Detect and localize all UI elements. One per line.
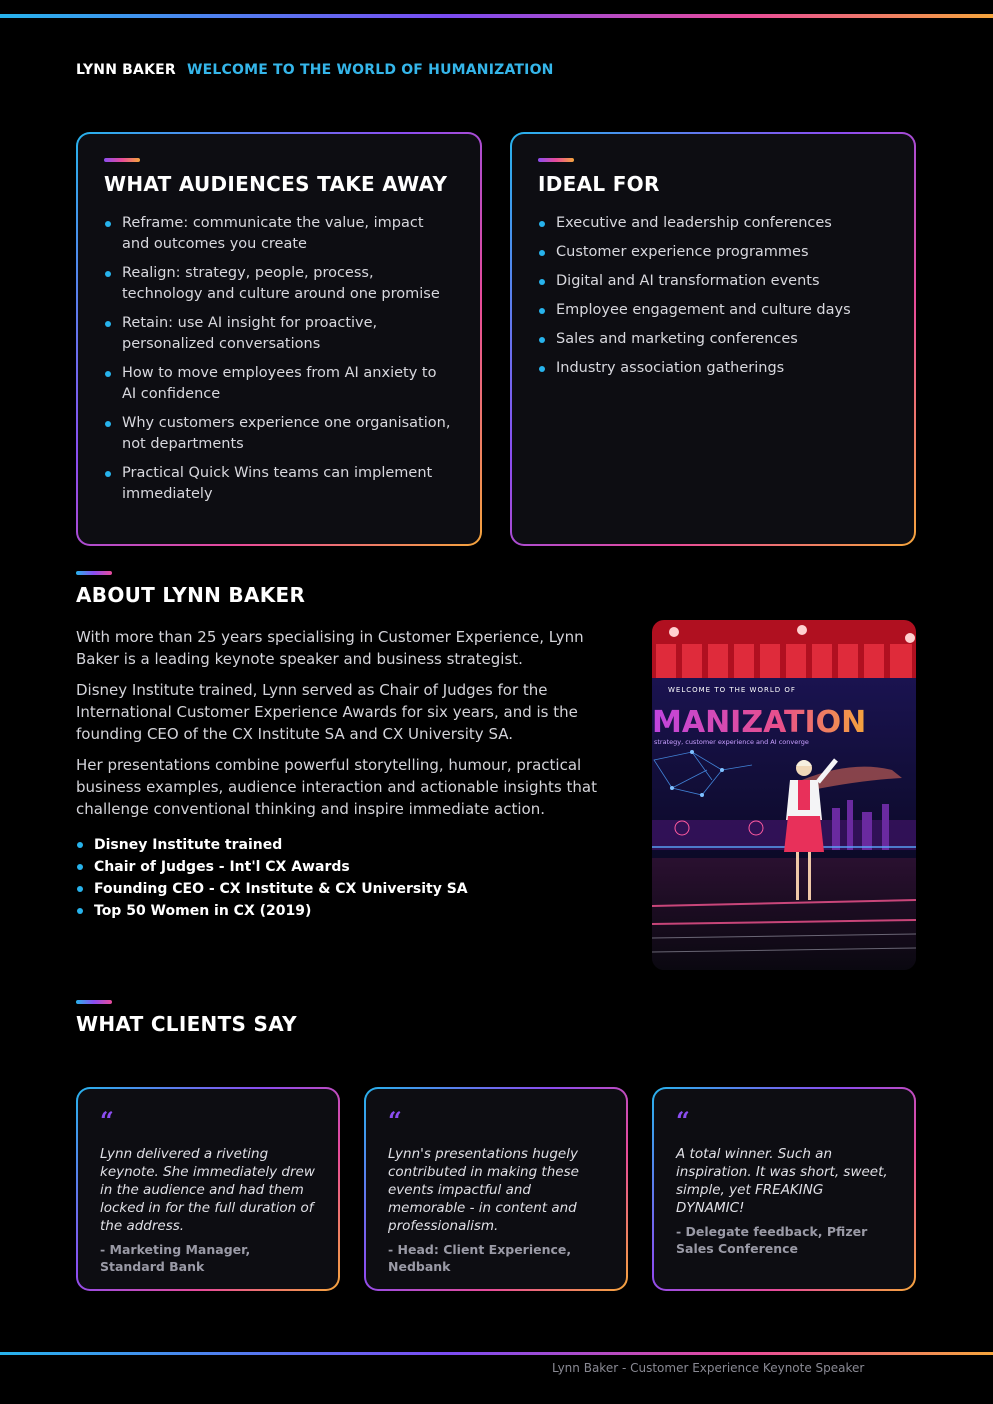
ideal-for-accent: [538, 158, 574, 162]
testimonials-title: WHAT CLIENTS SAY: [76, 1012, 297, 1036]
testimonials-accent: [76, 1000, 112, 1004]
about-paragraph: With more than 25 years specialising in Customer Experience, Lynn Baker is a leading keynote speaker and business strategist.: [76, 628, 584, 668]
header-tagline: WELCOME TO THE WORLD OF HUMANIZATION: [186, 62, 554, 78]
list-item: How to move employees from AI anxiety to AI confidence: [104, 363, 454, 405]
takeaways-accent: [104, 158, 140, 162]
list-item: Executive and leadership conferences: [538, 213, 888, 234]
list-item: Realign: strategy, people, process, technology and culture around one promise: [104, 263, 454, 305]
testimonial-card: [364, 1087, 628, 1291]
speaker-stage-photo: [652, 620, 916, 970]
testimonial-author: - Head: Client Experience, Nedbank: [388, 1242, 572, 1274]
testimonial-author: - Marketing Manager, Standard Bank: [100, 1242, 251, 1274]
takeaways-list: [104, 213, 454, 505]
about-title: ABOUT LYNN BAKER: [76, 583, 306, 607]
footer-text: Lynn Baker - Customer Experience Keynote Speaker: [552, 1361, 865, 1375]
takeaways-title: WHAT AUDIENCES TAKE AWAY: [104, 172, 448, 196]
header-name: LYNN BAKER: [76, 62, 176, 78]
ideal-for-card: [510, 132, 916, 546]
testimonial-quote: Lynn's presentations hugely contributed in making these events impactful and memorable - in content and professionalism.: [388, 1146, 579, 1234]
page-header: [76, 62, 554, 78]
takeaways-card: [76, 132, 482, 546]
testimonial-card: [652, 1087, 916, 1291]
list-item: Disney Institute trained: [76, 834, 606, 856]
list-item: Chair of Judges - Int'l CX Awards: [76, 856, 606, 878]
testimonial-card: [76, 1087, 340, 1291]
list-item: Sales and marketing conferences: [538, 329, 888, 350]
list-item: Founding CEO - CX Institute & CX University SA: [76, 878, 606, 900]
list-item: Employee engagement and culture days: [538, 300, 888, 321]
ideal-for-title: IDEAL FOR: [538, 172, 660, 196]
testimonial-author: - Delegate feedback, Pfizer Sales Conference: [676, 1224, 868, 1256]
list-item: Top 50 Women in CX (2019): [76, 900, 606, 922]
stage-illustration: [652, 620, 916, 970]
bottom-gradient-bar: [0, 1352, 993, 1355]
about-body: [76, 626, 606, 922]
quote-icon: “: [100, 1106, 114, 1135]
screen-kicker: WELCOME TO THE WORLD OF: [668, 686, 796, 694]
list-item: Retain: use AI insight for proactive, personalized conversations: [104, 313, 454, 355]
top-gradient-bar: [0, 14, 993, 18]
quote-icon: “: [388, 1106, 402, 1135]
list-item: Customer experience programmes: [538, 242, 888, 263]
ideal-for-list: [538, 213, 888, 379]
list-item: Reframe: communicate the value, impact and outcomes you create: [104, 213, 454, 255]
testimonial-quote: A total winner. Such an inspiration. It was short, sweet, simple, yet FREAKING DYNAMIC!: [676, 1146, 888, 1216]
quote-icon: “: [676, 1106, 690, 1135]
about-highlights: [76, 834, 606, 922]
list-item: Practical Quick Wins teams can implement immediately: [104, 463, 454, 505]
about-paragraph: Her presentations combine powerful storytelling, humour, practical business examples, audience interaction and actionable insights that challenge conventional thinking and inspire immediate action.: [76, 756, 597, 818]
about-paragraph: Disney Institute trained, Lynn served as Chair of Judges for the International Customer Experience Awards for six years, and is the founding CEO of the CX Institute SA and CX University SA.: [76, 681, 578, 743]
list-item: Digital and AI transformation events: [538, 271, 888, 292]
about-accent: [76, 571, 112, 575]
list-item: Industry association gatherings: [538, 358, 888, 379]
screen-subheadline: strategy, customer experience and AI converge: [654, 738, 809, 746]
list-item: Why customers experience one organisation, not departments: [104, 413, 454, 455]
testimonial-quote: Lynn delivered a riveting keynote. She immediately drew in the audience and had them locked in for the full duration of the address.: [100, 1146, 315, 1234]
screen-headline: MANIZATION: [652, 705, 867, 740]
